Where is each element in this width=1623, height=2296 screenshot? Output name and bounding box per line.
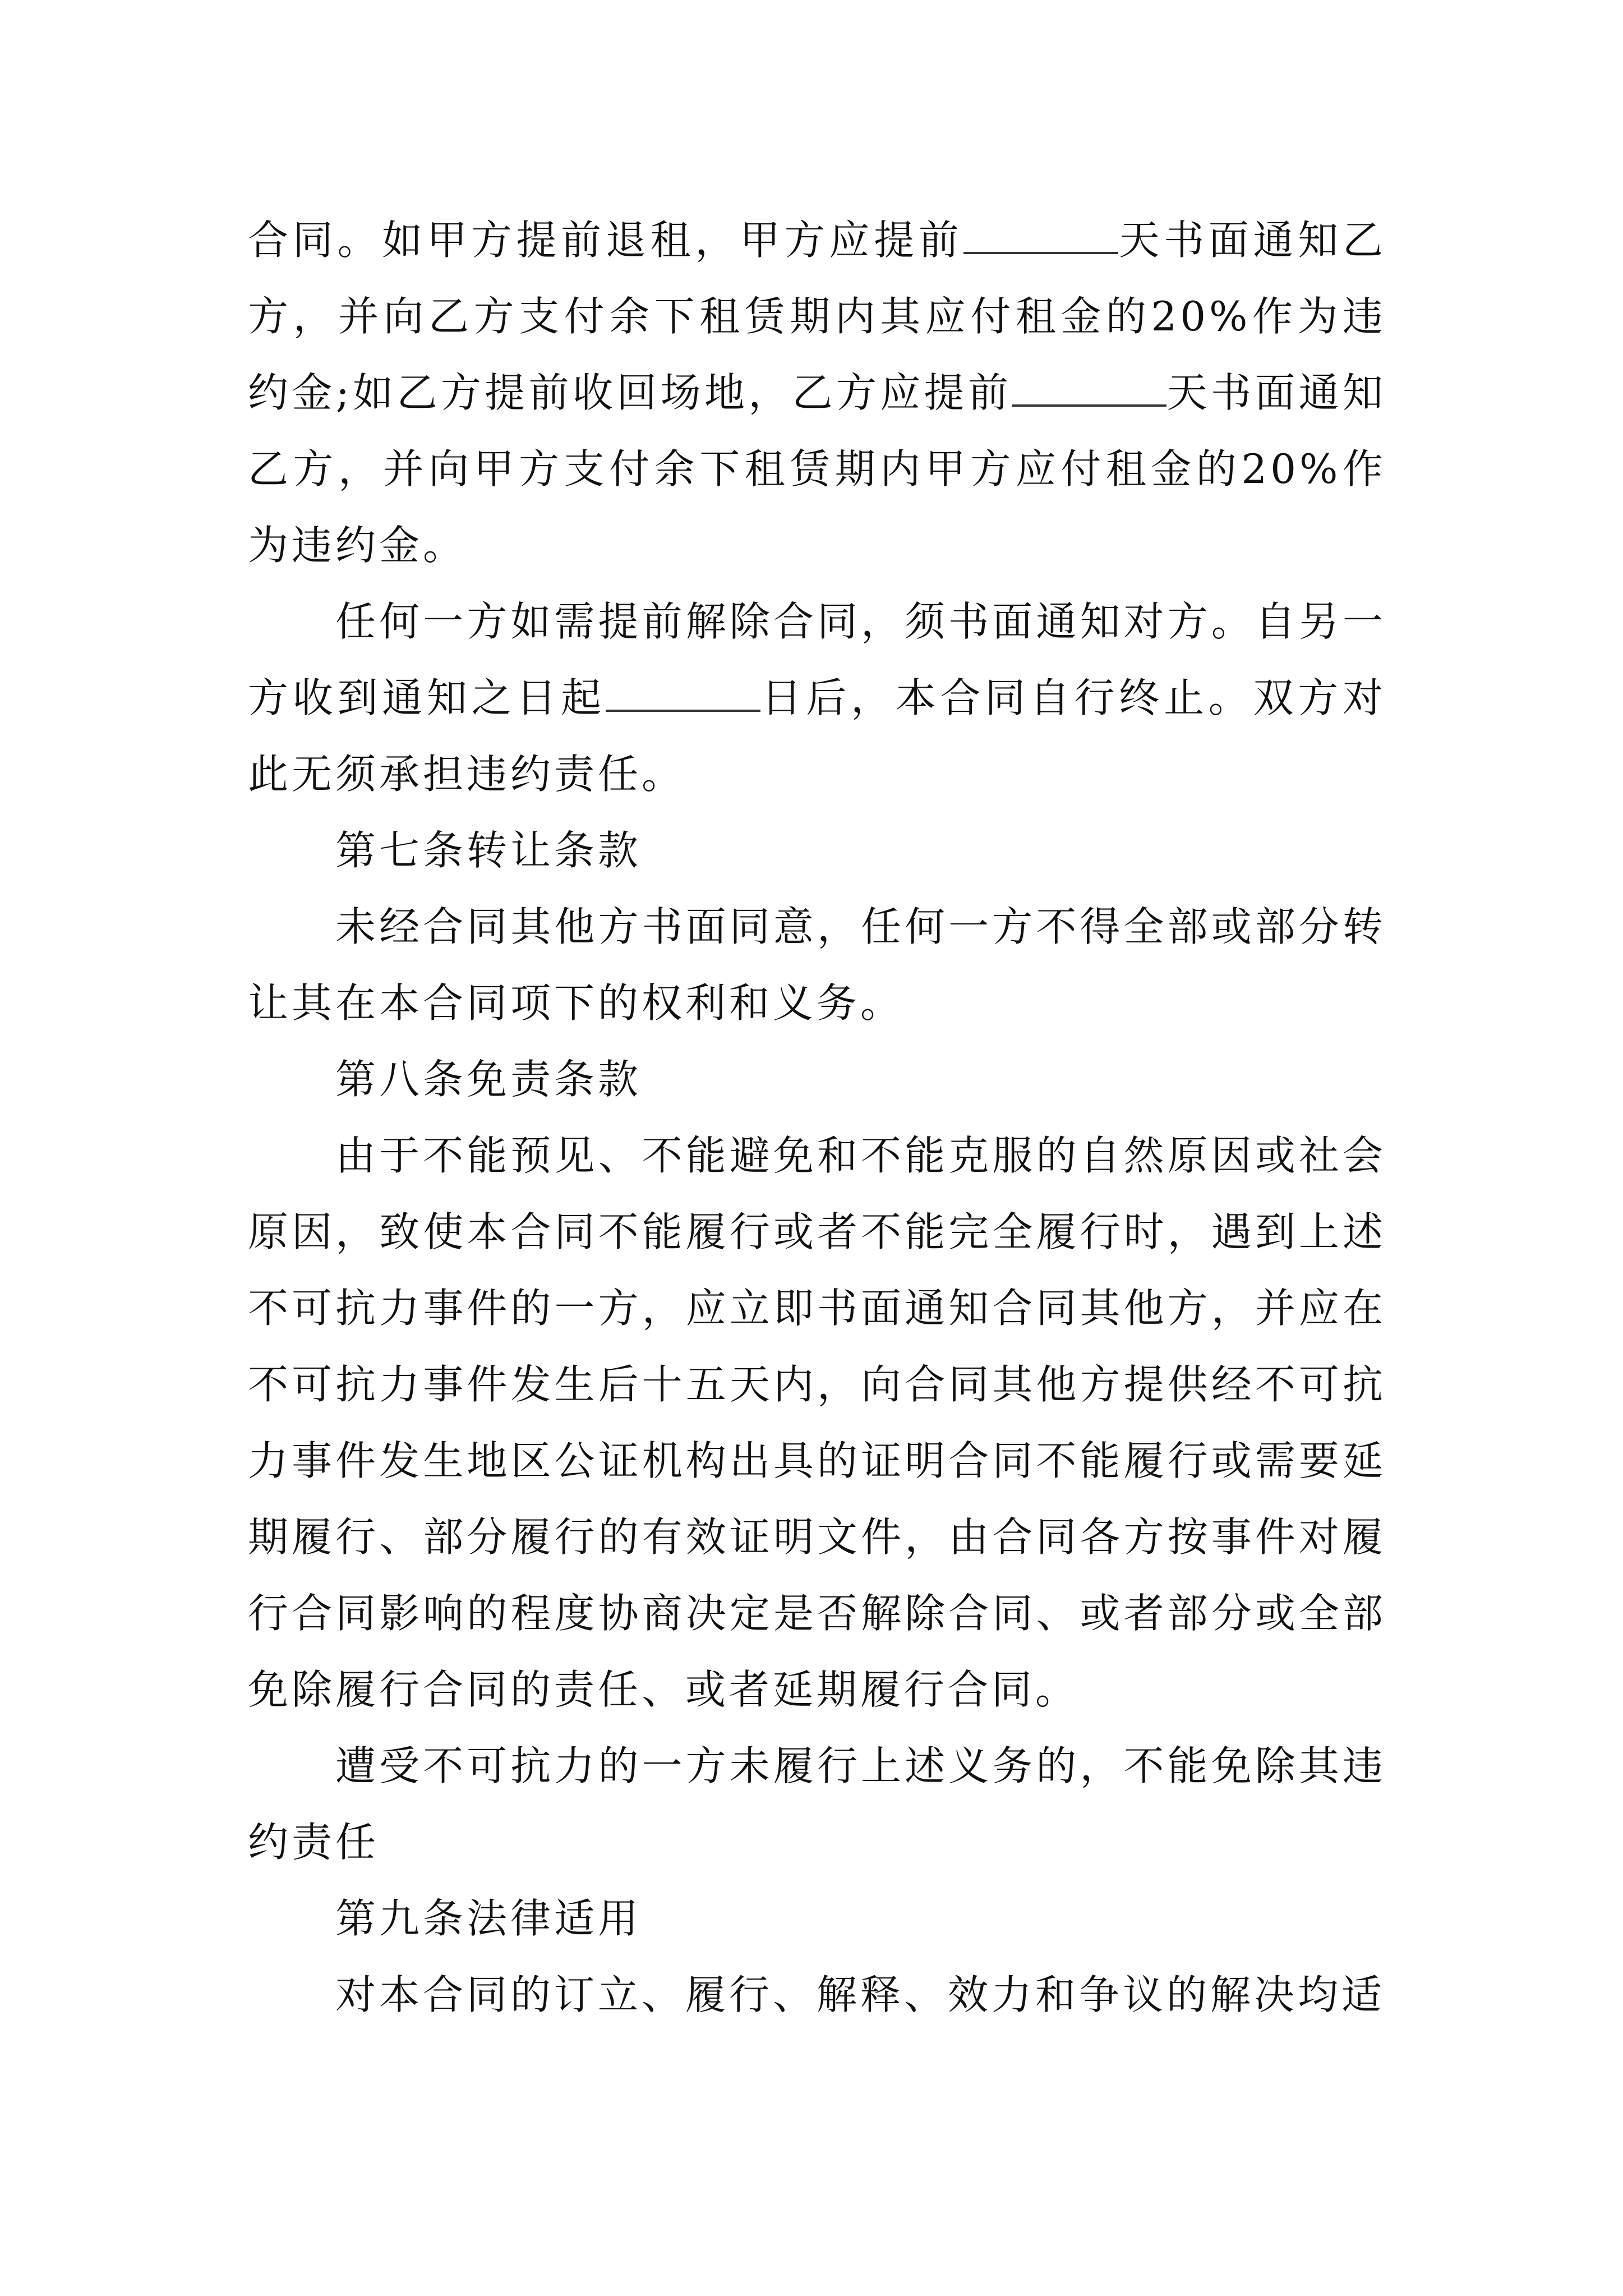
paragraph-text: 天书面通知乙方，并向甲方支付余下租赁期内甲方应付租金的20%作为违约金。	[248, 369, 1386, 569]
section-heading-article-8: 第八条免责条款	[335, 1056, 642, 1103]
fill-in-blank-days	[606, 676, 760, 712]
fill-in-blank-days	[963, 218, 1118, 254]
fill-in-blank-days	[1012, 371, 1166, 407]
paragraph-termination-notice	[248, 583, 1386, 812]
paragraph-governing-law: 对本合同的订立、履行、解释、效力和争议的解决均适	[335, 1971, 1386, 2018]
document-body	[248, 202, 1386, 2033]
paragraph-force-majeure: 由于不能预见、不能避免和不能克服的自然原因或社会原因，致使本合同不能履行或者不能完全履行时，遇到上述不可抗力事件的一方，应立即书面通知合同其他方，并应在不可抗力事件发生后十五天内，向合同其他方提供经不可抗力事件发生地区公证机构出具的证明合同不能履行或需要延期履行、部分履行的有效证明文件，由合同各方按事件对履行合同影响的程度协商决定是否解除合同、或者部分或全部免除履行合同的责任、或者延期履行合同。	[248, 1132, 1386, 1713]
paragraph-transfer-clause: 未经合同其他方书面同意，任何一方不得全部或部分转让其在本合同项下的权利和义务。	[248, 903, 1386, 1027]
paragraph-force-majeure-liability: 遭受不可抗力的一方未履行上述义务的，不能免除其违约责任	[248, 1742, 1386, 1866]
paragraph-text: 日后，本合同自行终止。双方对此无须承担违约责任。	[248, 674, 1386, 798]
paragraph-text: 合同。如甲方提前退租，甲方应提前	[248, 217, 963, 264]
section-heading-article-7: 第七条转让条款	[335, 827, 642, 874]
paragraph-text: 天书面通知乙方，并向乙方支付余下租赁期内其应付租金的20%作为违约金;如乙方提前收回场地，乙方应提前	[248, 217, 1386, 416]
section-heading-article-9: 第九条法律适用	[335, 1895, 642, 1942]
paragraph-early-termination	[248, 202, 1386, 583]
paragraph-text: 任何一方如需提前解除合同，须书面通知对方。自另一方收到通知之日起	[248, 598, 1386, 721]
